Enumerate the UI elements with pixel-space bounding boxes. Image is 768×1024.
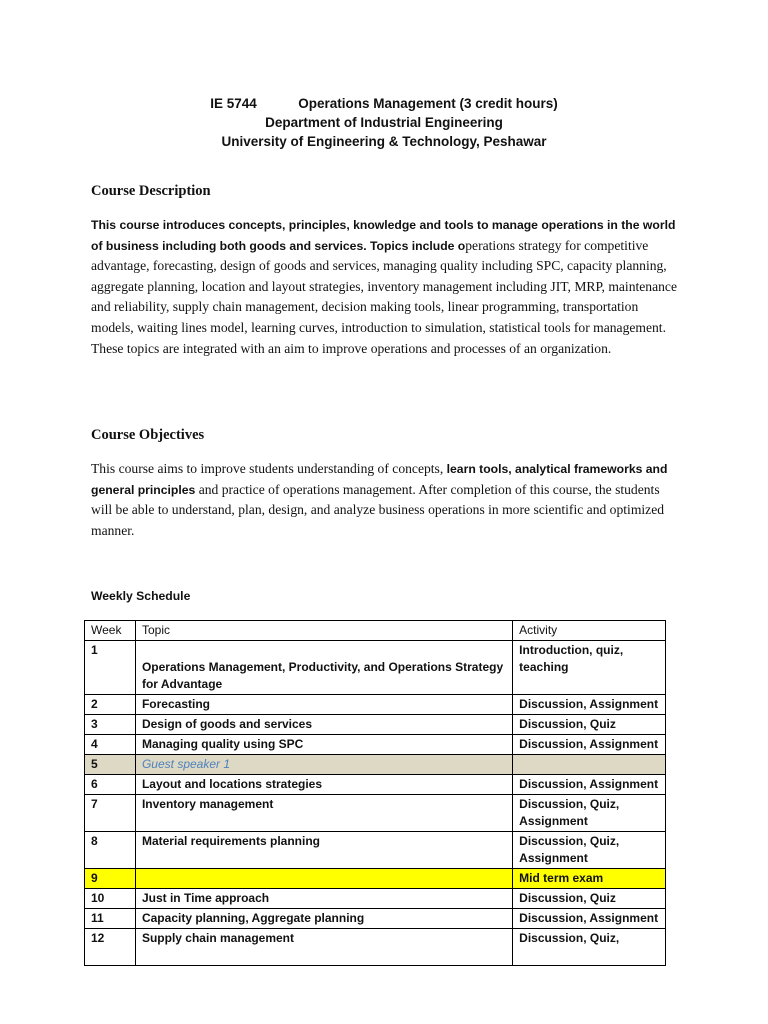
description-paragraph [91, 215, 681, 359]
topic-cell: Supply chain management [135, 929, 512, 966]
table-row-mid-term [85, 869, 666, 889]
activity-cell: Mid term exam [513, 869, 666, 889]
week-cell: 3 [85, 715, 136, 735]
description-heading: Course Description [91, 183, 211, 199]
table-row [85, 929, 666, 966]
header-topic: Topic [135, 621, 512, 641]
table-row [85, 735, 666, 755]
header-activity: Activity [513, 621, 666, 641]
table-row [85, 889, 666, 909]
activity-cell: Discussion, Assignment [513, 909, 666, 929]
objectives-part2: and practice of operations management. After completion of this course, the students will be able to understand, plan, design, and analyze business operations in more scientific and optimized manner. [91, 481, 665, 538]
topic-cell: Material requirements planning [135, 832, 512, 869]
topic-cell: Layout and locations strategies [135, 775, 512, 795]
activity-cell: Introduction, quiz, teaching [513, 641, 666, 695]
topic-cell: Design of goods and services [135, 715, 512, 735]
table-row [85, 715, 666, 735]
description-body: perations strategy for competitive advantage, forecasting, design of goods and services, managing quality including SPC, capacity planning, aggregate planning, location and layout strategies, inventory management including JIT, MRP, maintenance and reliability, supply chain management, decision making tools, linear programming, transportation models, waiting lines model, learning curves, introduction to simulation, statistical tools for management. These topics are integrated with an aim to improve operations and processes of an organization. [91, 237, 678, 356]
department-name: Department of Industrial Engineering [265, 115, 503, 130]
week-cell: 4 [85, 735, 136, 755]
topic-cell: Capacity planning, Aggregate planning [135, 909, 512, 929]
activity-cell: Discussion, Quiz [513, 889, 666, 909]
week-cell: 9 [85, 869, 136, 889]
objectives-bold-part: learn tools, analytical frameworks and general principles [91, 462, 668, 497]
topic-cell: Forecasting [135, 695, 512, 715]
objectives-paragraph [91, 459, 681, 541]
activity-cell: Discussion, Quiz, Assignment [513, 832, 666, 869]
table-row [85, 909, 666, 929]
course-title: Operations Management (3 credit hours) [298, 96, 558, 111]
activity-cell: Discussion, Assignment [513, 775, 666, 795]
table-row [85, 795, 666, 832]
table-header-row [85, 621, 666, 641]
activity-cell: Discussion, Assignment [513, 695, 666, 715]
week-cell: 2 [85, 695, 136, 715]
activity-cell: Discussion, Quiz, Assignment [513, 795, 666, 832]
activity-cell [513, 755, 666, 775]
topic-cell: Operations Management, Productivity, and Operations Strategy for Advantage [135, 641, 512, 695]
header-week: Week [85, 621, 136, 641]
table-row-guest-speaker [85, 755, 666, 775]
objectives-part1: This course aims to improve students understanding of concepts, [91, 461, 447, 476]
activity-cell: Discussion, Assignment [513, 735, 666, 755]
table-row [85, 832, 666, 869]
week-cell: 12 [85, 929, 136, 966]
guest-speaker-label: Guest speaker 1 [141, 757, 231, 771]
week-cell: 6 [85, 775, 136, 795]
activity-cell: Discussion, Quiz [513, 715, 666, 735]
activity-cell: Discussion, Quiz, [513, 929, 666, 966]
university-name: University of Engineering & Technology, Peshawar [221, 134, 547, 149]
week-cell: 1 [85, 641, 136, 695]
table-row [85, 775, 666, 795]
topic-cell: Managing quality using SPC [135, 735, 512, 755]
week-cell: 10 [85, 889, 136, 909]
course-title-line [0, 96, 768, 111]
objectives-heading: Course Objectives [91, 427, 205, 443]
week-cell: 7 [85, 795, 136, 832]
topic-cell: Inventory management [135, 795, 512, 832]
course-code: IE 5744 [210, 96, 257, 111]
table-row [85, 641, 666, 695]
weekly-schedule-table [84, 620, 666, 966]
topic-cell [135, 869, 512, 889]
topic-cell: Just in Time approach [135, 889, 512, 909]
schedule-title: Weekly Schedule [91, 589, 191, 603]
week-cell: 8 [85, 832, 136, 869]
description-bold-intro: This course introduces concepts, principles, knowledge and tools to manage operations in the world of business including both goods and services. Topics include o [91, 218, 676, 253]
week-cell: 11 [85, 909, 136, 929]
week-cell: 5 [85, 755, 136, 775]
topic-cell [135, 755, 512, 775]
table-row [85, 695, 666, 715]
